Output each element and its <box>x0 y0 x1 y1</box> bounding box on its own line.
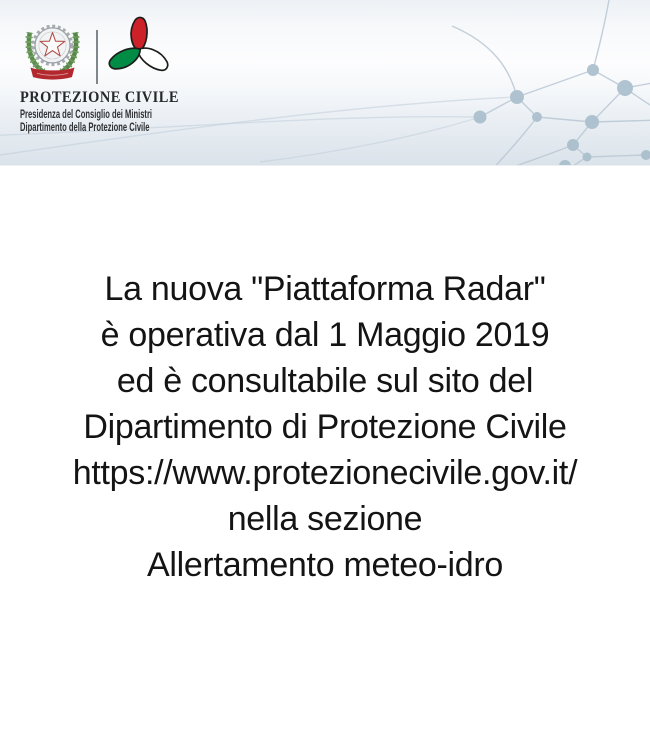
notice-url-line: https://www.protezionecivile.gov.it/ <box>72 454 578 492</box>
notice-line-7: Allertamento meteo-idro <box>147 546 503 584</box>
italian-republic-emblem-icon <box>20 13 85 83</box>
notice-line-4: Dipartimento di Protezione Civile <box>83 408 567 446</box>
logo-divider <box>96 30 98 84</box>
notice-line-2: è operativa dal 1 Maggio 2019 <box>100 316 550 354</box>
notice-line-3: ed è consultabile sul sito del <box>116 362 534 400</box>
notice-line-1: La nuova "Piattaforma Radar" <box>104 270 546 308</box>
notice-line-6: nella sezione <box>227 500 423 538</box>
brand-subtitle-dipartimento: Dipartimento della Protezione Civile <box>20 122 150 134</box>
brand-title: PROTEZIONE CIVILE <box>20 89 179 106</box>
protezione-civile-tricolor-logo-icon <box>104 15 174 83</box>
brand-subtitle-presidenza: Presidenza del Consiglio dei Ministri <box>20 109 153 121</box>
notice-text <box>0 266 650 588</box>
site-header <box>0 0 650 166</box>
